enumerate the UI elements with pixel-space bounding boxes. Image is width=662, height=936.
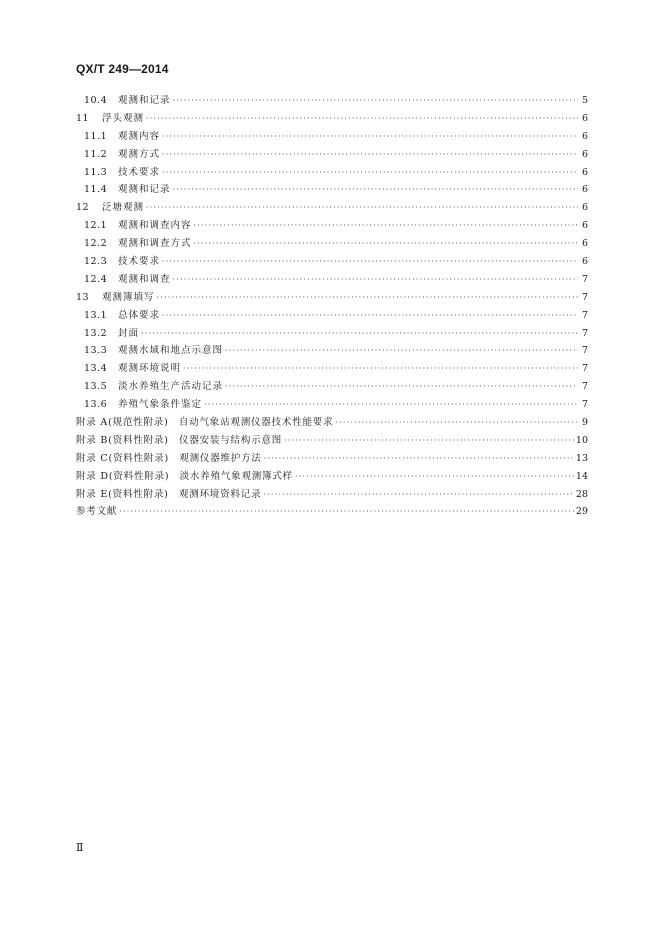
toc-entry[interactable] <box>76 235 588 253</box>
toc-entry-title: 技术要求 <box>118 256 161 268</box>
toc-entry-page: 7 <box>581 273 588 285</box>
toc-dot-leader <box>173 181 578 199</box>
toc-entry-number: 13.3 <box>84 345 108 357</box>
toc-entry-page: 6 <box>581 130 588 142</box>
toc-entry-number: 12.2 <box>84 238 108 250</box>
toc-entry[interactable] <box>76 181 588 199</box>
toc-entry-title: 泛塘观测 <box>102 202 145 214</box>
toc-entry-page: 6 <box>581 256 588 268</box>
toc-dot-leader <box>119 503 574 521</box>
toc-entry-title: 技术要求 <box>118 166 161 178</box>
toc-entry[interactable] <box>76 325 588 343</box>
toc-dot-leader <box>295 468 574 486</box>
toc-entry-number: 11.3 <box>84 166 108 178</box>
toc-entry-number: 11 <box>76 112 90 124</box>
toc-entry[interactable] <box>76 432 588 450</box>
toc-entry-number: 12.1 <box>84 220 108 232</box>
toc-entry-title: 淡水养殖生产活动记录 <box>118 381 224 393</box>
toc-entry-title: 观测和调查内容 <box>118 220 192 232</box>
toc-dot-leader <box>162 128 578 146</box>
toc-entry-page: 9 <box>581 417 588 429</box>
toc-entry-number: 12.3 <box>84 256 108 268</box>
toc-dot-leader <box>194 217 578 235</box>
toc-entry-title: 浮头观测 <box>102 112 145 124</box>
toc-entry-page: 6 <box>581 202 588 214</box>
toc-entry[interactable] <box>76 360 588 378</box>
toc-entry-title: 附录 B(资料性附录) 仪器安装与结构示意图 <box>76 434 283 446</box>
toc-entry-number: 11.4 <box>84 184 108 196</box>
toc-entry-page: 7 <box>581 345 588 357</box>
toc-entry-page: 6 <box>581 220 588 232</box>
toc-entry-page: 6 <box>581 184 588 196</box>
toc-entry[interactable] <box>76 503 588 521</box>
toc-dot-leader <box>204 396 578 414</box>
toc-entry-page: 13 <box>575 452 588 464</box>
toc-entry-title: 观测内容 <box>118 130 161 142</box>
toc-entry-page: 14 <box>575 470 588 482</box>
toc-entry[interactable] <box>76 110 588 128</box>
toc-entry[interactable] <box>76 199 588 217</box>
toc-entry-title: 附录 A(规范性附录) 自动气象站观测仪器技术性能要求 <box>76 417 334 429</box>
toc-entry-page: 6 <box>581 112 588 124</box>
toc-entry-page: 7 <box>581 399 588 411</box>
toc-entry-page: 6 <box>581 166 588 178</box>
toc-entry-page: 7 <box>581 381 588 393</box>
toc-entry-page: 29 <box>575 506 588 518</box>
toc-entry-number: 10.4 <box>84 95 108 106</box>
toc-dot-leader <box>162 146 578 164</box>
toc-entry-number: 13.5 <box>84 381 108 393</box>
toc-entry[interactable] <box>76 289 588 307</box>
toc-entry[interactable] <box>76 271 588 289</box>
toc-entry-page: 7 <box>581 363 588 375</box>
toc-entry[interactable] <box>76 128 588 146</box>
page-number: Ⅱ <box>76 841 84 854</box>
toc-dot-leader <box>173 271 578 289</box>
toc-dot-leader <box>194 235 578 253</box>
toc-entry[interactable] <box>76 92 588 110</box>
toc-entry-title: 观测和记录 <box>118 95 171 106</box>
toc-entry-title: 观测和记录 <box>118 184 171 196</box>
toc-entry-title: 附录 D(资料性附录) 淡水养殖气象观测簿式样 <box>76 470 293 482</box>
toc-entry-page: 7 <box>581 327 588 339</box>
toc-dot-leader <box>157 289 578 307</box>
toc-entry-number: 13.6 <box>84 399 108 411</box>
toc-entry-title: 观测方式 <box>118 148 161 160</box>
toc-entry-title: 观测簿填写 <box>102 291 155 303</box>
toc-entry-page: 10 <box>575 434 588 446</box>
toc-entry[interactable] <box>76 217 588 235</box>
toc-entry-page: 7 <box>581 291 588 303</box>
toc-entry-number: 13.4 <box>84 363 108 375</box>
toc-entry[interactable] <box>76 414 588 432</box>
toc-dot-leader <box>335 414 578 432</box>
toc-entry-title: 总体要求 <box>118 309 161 321</box>
toc-dot-leader <box>225 378 578 396</box>
toc-entry[interactable] <box>76 307 588 325</box>
toc-entry[interactable] <box>76 468 588 486</box>
toc-dot-leader <box>263 486 574 504</box>
toc-entry-page: 28 <box>575 488 588 500</box>
toc-entry-page: 5 <box>581 95 588 106</box>
toc-dot-leader <box>141 325 578 343</box>
toc-dot-leader <box>183 360 578 378</box>
toc-entry-number: 13 <box>76 291 90 303</box>
toc-entry-page: 6 <box>581 148 588 160</box>
toc-entry-title: 养殖气象条件鉴定 <box>118 399 203 411</box>
toc-entry[interactable] <box>76 450 588 468</box>
toc-entry-number: 11.2 <box>84 148 108 160</box>
toc-entry-number: 11.1 <box>84 130 108 142</box>
toc-entry-number: 12 <box>76 202 90 214</box>
toc-dot-leader <box>173 92 578 110</box>
toc-entry[interactable] <box>76 146 588 164</box>
toc-dot-leader <box>146 199 578 217</box>
toc-entry-number: 12.4 <box>84 273 108 285</box>
toc-entry[interactable] <box>76 486 588 504</box>
toc-entry-number: 13.1 <box>84 309 108 321</box>
table-of-contents <box>76 92 588 521</box>
toc-entry[interactable] <box>76 342 588 360</box>
toc-entry[interactable] <box>76 396 588 414</box>
toc-entry-title: 观测和调查方式 <box>118 238 192 250</box>
toc-dot-leader <box>162 253 578 271</box>
toc-entry-number: 13.2 <box>84 327 108 339</box>
toc-entry-page: 7 <box>581 309 588 321</box>
toc-dot-leader <box>264 450 574 468</box>
document-code: QX/T 249—2014 <box>76 62 169 76</box>
toc-entry[interactable] <box>76 378 588 396</box>
toc-dot-leader <box>146 110 578 128</box>
toc-dot-leader <box>162 164 578 182</box>
toc-entry-title: 观测水域和地点示意图 <box>118 345 224 357</box>
toc-entry-title: 附录 C(资料性附录) 观测仪器维护方法 <box>76 452 262 464</box>
toc-dot-leader <box>162 307 578 325</box>
toc-entry-title: 观测和调查 <box>118 273 171 285</box>
toc-dot-leader <box>284 432 574 450</box>
toc-entry-title: 封面 <box>118 327 140 339</box>
toc-dot-leader <box>225 342 578 360</box>
toc-entry-title: 观测环境说明 <box>118 363 182 375</box>
toc-entry-title: 附录 E(资料性附录) 观测环境资料记录 <box>76 488 262 500</box>
toc-entry-page: 6 <box>581 238 588 250</box>
toc-entry-title: 参考文献 <box>76 506 118 518</box>
toc-entry[interactable] <box>76 253 588 271</box>
toc-entry[interactable] <box>76 164 588 182</box>
